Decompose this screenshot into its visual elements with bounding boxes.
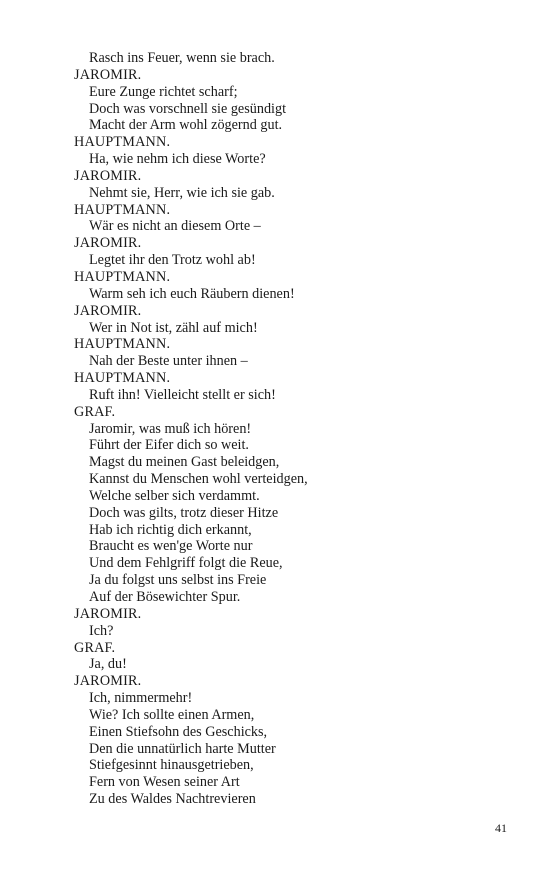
verse-line: Kannst du Menschen wohl verteidgen,	[89, 471, 308, 488]
verse-line: Doch was gilts, trotz dieser Hitze	[89, 504, 279, 521]
verse-line: Ich, nimmermehr!	[89, 690, 193, 707]
speaker-name: JAROMIR.	[74, 66, 142, 83]
verse-line: Legtet ihr den Trotz wohl ab!	[89, 252, 256, 269]
verse-line: Magst du meinen Gast beleidgen,	[89, 454, 280, 471]
verse-line: Macht der Arm wohl zögernd gut.	[89, 117, 283, 134]
verse-line: Auf der Bösewichter Spur.	[89, 589, 241, 605]
verse-line: Ja du folgst uns selbst ins Freie	[89, 572, 267, 589]
verse-line: Eure Zunge richtet scharf;	[89, 83, 238, 100]
verse-line: Rasch ins Feuer, wenn sie brach.	[89, 50, 275, 66]
speaker-name: HAUPTMANN.	[74, 336, 171, 353]
verse-line: Einen Stiefsohn des Geschicks,	[89, 723, 268, 740]
verse-line: Stiefgesinnt hinausgetrieben,	[89, 757, 254, 774]
verse-line: Warm seh ich euch Räubern dienen!	[89, 285, 295, 302]
speaker-name: JAROMIR.	[74, 167, 142, 184]
verse-line: Zu des Waldes Nachtrevieren	[89, 791, 256, 808]
speaker-name: HAUPTMANN.	[74, 134, 171, 151]
speaker-name: JAROMIR.	[74, 605, 142, 622]
dialogue-text-block	[74, 50, 514, 808]
verse-line: Führt der Eifer dich so weit.	[89, 437, 249, 454]
verse-line: Nehmt sie, Herr, wie ich sie gab.	[89, 184, 275, 201]
verse-line: Ich?	[89, 622, 114, 639]
page-number: 41	[495, 821, 507, 835]
verse-line: Wie? Ich sollte einen Armen,	[89, 706, 255, 723]
speaker-name: JAROMIR.	[74, 235, 142, 252]
speaker-name: JAROMIR.	[74, 302, 142, 319]
verse-line: Nah der Beste unter ihnen –	[89, 353, 248, 370]
speaker-name: HAUPTMANN.	[74, 268, 171, 285]
verse-line: Ruft ihn! Vielleicht stellt er sich!	[89, 386, 276, 403]
verse-line: Hab ich richtig dich erkannt,	[89, 521, 252, 538]
verse-line: Fern von Wesen seiner Art	[89, 774, 240, 791]
verse-line: Ha, wie nehm ich diese Worte?	[89, 151, 266, 168]
speaker-name: HAUPTMANN.	[74, 201, 171, 218]
verse-line: Wär es nicht an diesem Orte –	[89, 218, 261, 235]
speaker-name: HAUPTMANN.	[74, 370, 171, 387]
verse-line: Braucht es wen'ge Worte nur	[89, 538, 253, 555]
speaker-name: JAROMIR.	[74, 673, 142, 690]
verse-line: Und dem Fehlgriff folgt die Reue,	[89, 555, 283, 572]
verse-line: Den die unnatürlich harte Mutter	[89, 740, 276, 757]
verse-line: Jaromir, was muß ich hören!	[89, 420, 252, 437]
verse-line: Doch was vorschnell sie gesündigt	[89, 100, 287, 117]
verse-line: Wer in Not ist, zähl auf mich!	[89, 319, 258, 336]
verse-line: Welche selber sich verdammt.	[89, 487, 260, 504]
verse-line: Ja, du!	[89, 656, 127, 673]
speaker-name: GRAF.	[74, 639, 116, 656]
speaker-name: GRAF.	[74, 403, 116, 420]
